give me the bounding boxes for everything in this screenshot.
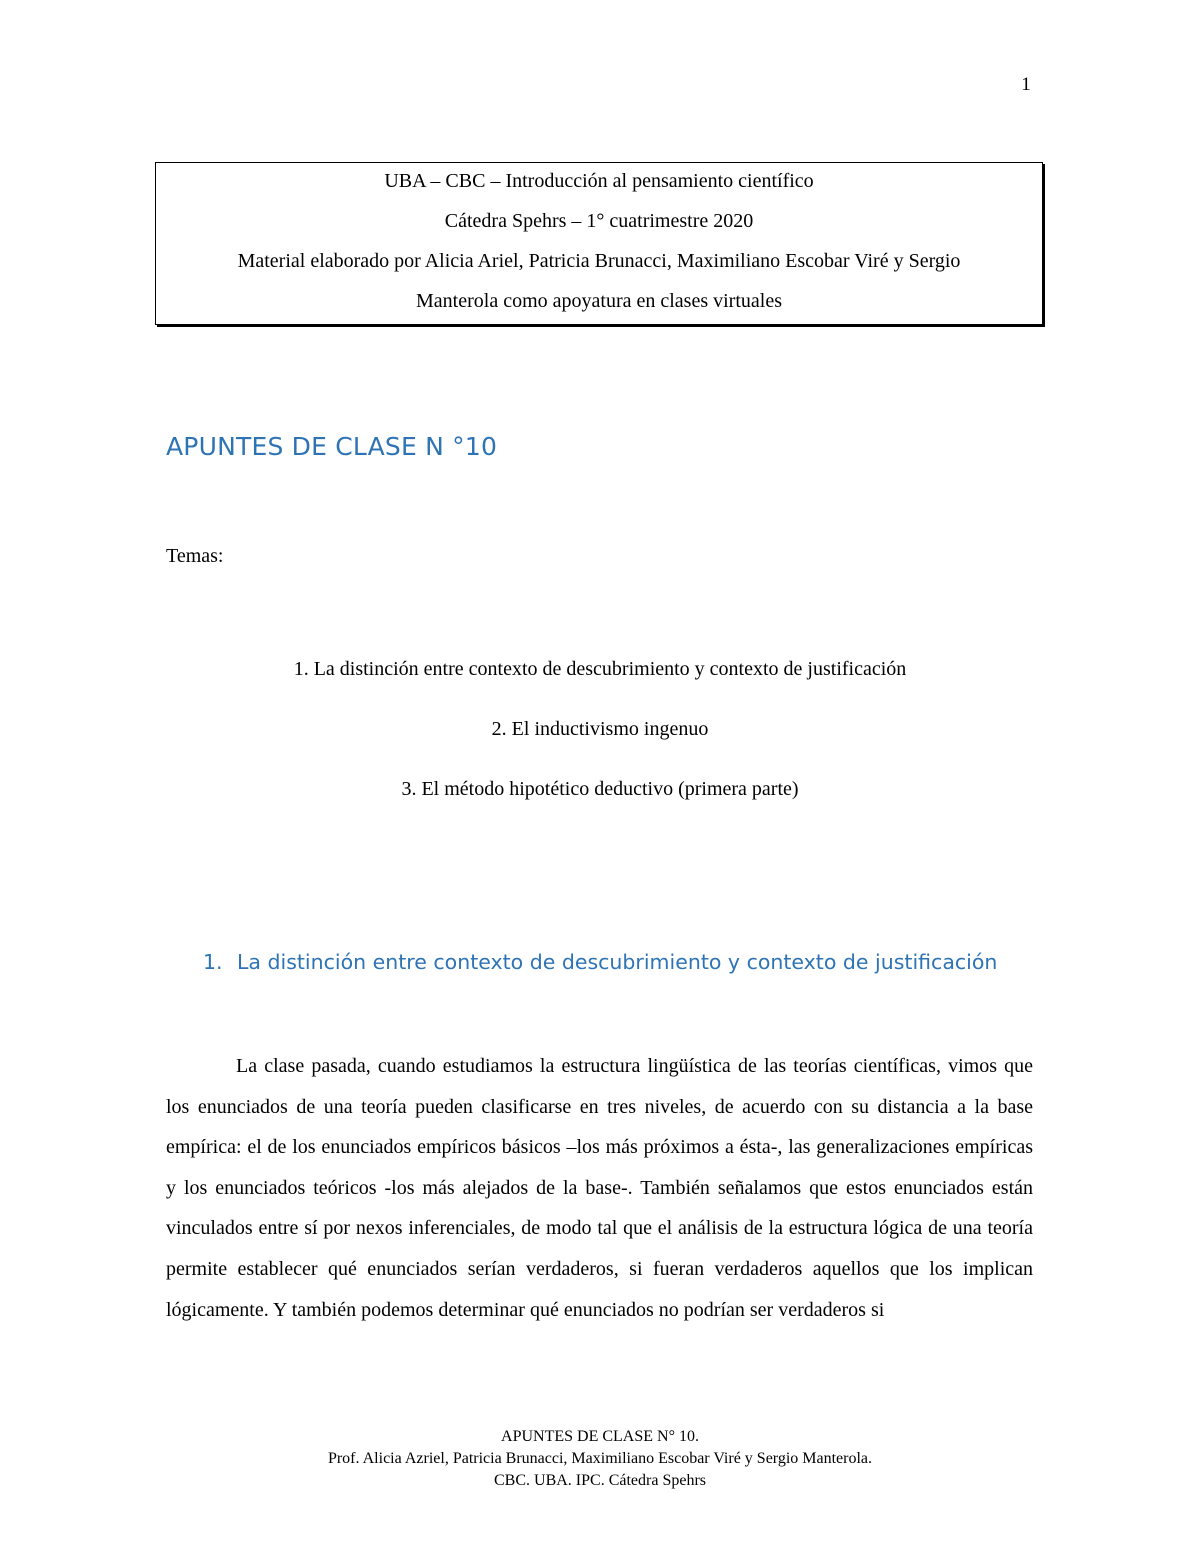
header-authors: Material elaborado por Alicia Ariel, Patricia Brunacci, Maximiliano Escobar Viré y Sergio <box>237 250 961 272</box>
footer-institution: CBC. UBA. IPC. Cátedra Spehrs <box>494 1472 706 1489</box>
topics-label: Temas: <box>166 545 224 567</box>
page-number: 1 <box>1021 74 1031 95</box>
topic-item: 1. La distinción entre contexto de descubrimiento y contexto de justificación <box>293 658 907 680</box>
topic-item: 3. El método hipotético deductivo (primera parte) <box>401 778 799 800</box>
topic-item: 2. El inductivismo ingenuo <box>491 718 709 740</box>
footer-title: APUNTES DE CLASE N° 10. <box>501 1428 699 1445</box>
section-heading-text: La distinción entre contexto de descubrimiento y contexto de justificación <box>237 950 998 974</box>
header-box <box>155 162 1043 325</box>
section-number: 1. <box>203 950 223 974</box>
footer-authors: Prof. Alicia Azriel, Patricia Brunacci, Maximiliano Escobar Viré y Sergio Manterola. <box>327 1450 873 1467</box>
page-title: APUNTES DE CLASE N °10 <box>166 432 498 461</box>
header-chair: Cátedra Spehrs – 1° cuatrimestre 2020 <box>444 210 754 232</box>
body-paragraph: La clase pasada, cuando estudiamos la estructura lingüística de las teorías científicas, vimos que los enunciados de una teoría pueden clasificarse en tres niveles, de acuerdo con su distancia a la base empírica: el de los enunciados empíricos básicos –los más próximos a ésta-, las generalizaciones empíricas y los enunciados teóricos -los más alejados de la base-. También señalamos que estos enunciados están vinculados entre sí por nexos inferenciales, de modo tal que el análisis de la estructura lógica de una teoría permite establecer qué enunciados serían verdaderos, si fueran verdaderos aquellos que los implican lógicamente. Y también podemos determinar qué enunciados no podrían ser verdaderos si <box>166 1055 1033 1321</box>
header-purpose: Manterola como apoyatura en clases virtuales <box>416 290 782 312</box>
section-heading <box>203 950 997 974</box>
header-institution: UBA – CBC – Introducción al pensamiento científico <box>384 170 814 192</box>
page-footer <box>0 1426 1200 1492</box>
